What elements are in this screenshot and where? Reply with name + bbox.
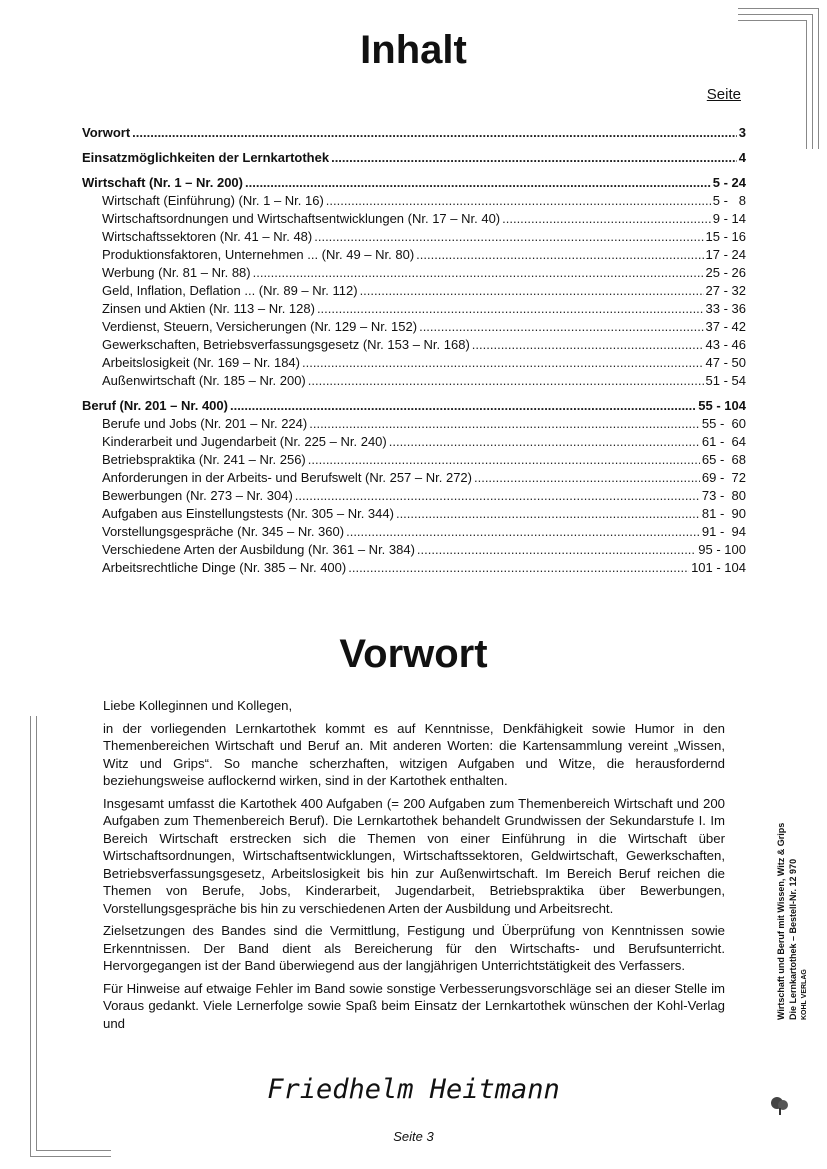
toc-leader-dots	[419, 318, 703, 336]
toc-label: Wirtschaftssektoren (Nr. 41 – Nr. 48)	[102, 229, 313, 244]
toc-leader-dots	[389, 433, 700, 451]
toc-label: Berufe und Jobs (Nr. 201 – Nr. 224)	[102, 416, 308, 431]
paragraph: Insgesamt umfasst die Kartothek 400 Aufgaben (= 200 Aufgaben zum Themenbereich Wirtschaft und 200 Aufgaben zum Themenbereich Beruf). Die Lernkartothek behandelt Grundwissen der Sekundarstufe I. Im Bereich Wirtschaft erstrecken sich die Themen von einer Einführung in die Wirtschaft über Wirtschaftsordnungen, Wirtschaftsentwicklungen, Wirtschaftssektoren, Geldwirtschaft, Gewerkschaften, Betriebsverfassungsgesetz, Arbeitslosigkeit bis hin zur Außenwirtschaft. Im Bereich Beruf reichen die Themen von Berufe, Jobs, Kinderarbeit, Jugendarbeit, Betriebspraktika über Bewerbungen, Vorstellungsgespräche bis hin zu verschiedenen Arten der Ausbildung und Arbeitsrecht.	[103, 795, 725, 916]
publisher-name: KOHL VERLAG	[801, 969, 808, 1020]
toc-page: 55 - 104	[698, 398, 746, 413]
paragraph: Liebe Kolleginnen und Kollegen,	[103, 698, 293, 713]
toc-entry-row	[82, 228, 746, 246]
toc-leader-dots	[295, 487, 700, 505]
toc-gap	[82, 167, 746, 174]
toc-leader-dots	[360, 282, 704, 300]
page-title-inhalt: Inhalt	[360, 28, 467, 72]
toc-gap	[82, 142, 746, 149]
publisher-logo-icon	[769, 1094, 791, 1116]
toc-page: 55 - 60	[701, 416, 746, 431]
toc-entry-row	[82, 541, 746, 559]
toc-label: Zinsen und Aktien (Nr. 113 – Nr. 128)	[102, 301, 315, 316]
toc-section-row	[82, 124, 746, 142]
signature: Friedhelm Heitmann	[267, 1074, 560, 1105]
toc-page: 69 - 72	[701, 470, 746, 485]
toc-label: Wirtschaft (Nr. 1 – Nr. 200)	[82, 175, 243, 190]
toc-label: Arbeitslosigkeit (Nr. 169 – Nr. 184)	[102, 355, 300, 370]
toc-entry-row	[82, 523, 746, 541]
toc-page: 5 - 24	[712, 175, 746, 190]
toc-page: 9 - 14	[712, 211, 746, 226]
toc-label: Vorwort	[82, 125, 131, 140]
toc-leader-dots	[396, 505, 700, 523]
toc-entry-row	[82, 264, 746, 282]
toc-leader-dots	[331, 149, 737, 167]
toc-leader-dots	[253, 264, 704, 282]
toc-label: Kinderarbeit und Jugendarbeit (Nr. 225 – Nr. 240)	[102, 434, 387, 449]
toc-entry-row	[82, 415, 746, 433]
toc-label: Wirtschaftsordnungen und Wirtschaftsentwicklungen (Nr. 17 – Nr. 40)	[102, 211, 501, 226]
toc-entry-row	[82, 505, 746, 523]
toc-leader-dots	[302, 354, 704, 372]
toc-page: 33 - 36	[705, 301, 746, 316]
toc-entry-row	[82, 451, 746, 469]
toc-entry-row	[82, 354, 746, 372]
toc-entry-row	[82, 318, 746, 336]
page-number: Seite 3	[393, 1129, 434, 1144]
toc-entry-row	[82, 210, 746, 228]
toc-page: 47 - 50	[705, 355, 746, 370]
toc-leader-dots	[308, 372, 704, 390]
toc-leader-dots	[317, 300, 704, 318]
toc-label: Werbung (Nr. 81 – Nr. 88)	[102, 265, 251, 280]
toc-label: Anforderungen in der Arbeits- und Berufswelt (Nr. 257 – Nr. 272)	[102, 470, 472, 485]
side-imprint-line: Die Lernkartothek – Bestell-Nr. 12 970	[788, 858, 798, 1020]
toc-entry-row	[82, 282, 746, 300]
toc-leader-dots	[308, 451, 700, 469]
toc-label: Einsatzmöglichkeiten der Lernkartothek	[82, 150, 330, 165]
toc-entry-row	[82, 246, 746, 264]
toc-leader-dots	[417, 541, 696, 559]
toc-page: 17 - 24	[705, 247, 746, 262]
toc-leader-dots	[245, 174, 711, 192]
toc-section-row	[82, 397, 746, 415]
toc-entry-row	[82, 372, 746, 390]
toc-entry-row	[82, 192, 746, 210]
toc-label: Bewerbungen (Nr. 273 – Nr. 304)	[102, 488, 293, 503]
toc-label: Gewerkschaften, Betriebsverfassungsgesetz (Nr. 153 – Nr. 168)	[102, 337, 470, 352]
toc-page: 5 - 8	[712, 193, 746, 208]
paragraph: in der vorliegenden Lernkartothek kommt es auf Kenntnisse, Denkfähigkeit sowie Humor in den Themenbereichen Wirtschaft und Beruf an. Mit anderen Worten: die Kartensammlung vereint „Wissen, Witz und Grips“. So manche scherzhaften, witzigen Aufgaben und Witze, die herausfordernd beziehungsweise auflockernd wirken, sind in der Kartothek enthalten.	[103, 720, 725, 788]
toc-page: 65 - 68	[701, 452, 746, 467]
toc-page: 73 - 80	[701, 488, 746, 503]
toc-leader-dots	[326, 192, 711, 210]
seite-column-header: Seite	[706, 86, 741, 103]
toc-page: 95 - 100	[698, 542, 746, 557]
toc-section-row	[82, 174, 746, 192]
toc-page: 61 - 64	[701, 434, 746, 449]
toc-label: Vorstellungsgespräche (Nr. 345 – Nr. 360)	[102, 524, 345, 539]
toc-entry-row	[82, 559, 746, 577]
toc-entry-row	[82, 300, 746, 318]
toc-page: 25 - 26	[705, 265, 746, 280]
toc-label: Außenwirtschaft (Nr. 185 – Nr. 200)	[102, 373, 306, 388]
toc-page: 101 - 104	[691, 560, 746, 575]
toc-page: 3	[738, 125, 746, 140]
toc-label: Arbeitsrechtliche Dinge (Nr. 385 – Nr. 400)	[102, 560, 347, 575]
paragraph: Für Hinweise auf etwaige Fehler im Band sowie sonstige Verbesserungsvorschläge sei an dieser Stelle im Voraus gedankt. Viele Lernerfolge sowie Spaß beim Einsatz der Lernkartothek wünschen der Kohl-Verlag und	[103, 980, 725, 1031]
toc-label: Verdienst, Steuern, Versicherungen (Nr. 129 – Nr. 152)	[102, 319, 418, 334]
toc-leader-dots	[314, 228, 703, 246]
toc-label: Wirtschaft (Einführung) (Nr. 1 – Nr. 16)	[102, 193, 324, 208]
toc-leader-dots	[472, 336, 704, 354]
paragraph: Zielsetzungen des Bandes sind die Vermittlung, Festigung und Überprüfung von Kenntnissen sowie Erkenntnissen. Der Band dient als Bereicherung für den Wirtschafts- und Berufsunterricht. Hervorgegangen ist der Band überwiegend aus der langjährigen Unterrichtstätigkeit des Verfassers.	[103, 923, 725, 973]
toc-leader-dots	[346, 523, 700, 541]
toc-leader-dots	[416, 246, 703, 264]
toc-label: Betriebspraktika (Nr. 241 – Nr. 256)	[102, 452, 306, 467]
toc-leader-dots	[502, 210, 711, 228]
toc-entry-row	[82, 336, 746, 354]
toc-leader-dots	[474, 469, 700, 487]
toc-page: 27 - 32	[705, 283, 746, 298]
toc-entry-row	[82, 433, 746, 451]
toc-leader-dots	[348, 559, 689, 577]
toc-section-row	[82, 149, 746, 167]
side-imprint	[775, 823, 811, 1020]
toc-label: Geld, Inflation, Deflation ... (Nr. 89 – Nr. 112)	[102, 283, 358, 298]
toc-leader-dots	[132, 124, 737, 142]
toc-leader-dots	[230, 397, 696, 415]
toc-entry-row	[82, 469, 746, 487]
toc-page: 91 - 94	[701, 524, 746, 539]
toc-page: 4	[738, 150, 746, 165]
toc-page: 15 - 16	[705, 229, 746, 244]
toc-label: Aufgaben aus Einstellungstests (Nr. 305 – Nr. 344)	[102, 506, 394, 521]
toc-leader-dots	[309, 415, 700, 433]
side-imprint-line: Wirtschaft und Beruf mit Wissen, Witz & Grips	[776, 822, 786, 1020]
toc-gap	[82, 390, 746, 397]
toc-label: Verschiedene Arten der Ausbildung (Nr. 361 – Nr. 384)	[102, 542, 415, 557]
toc-label: Produktionsfaktoren, Unternehmen ... (Nr. 49 – Nr. 80)	[102, 247, 415, 262]
toc-page: 43 - 46	[705, 337, 746, 352]
toc-page: 51 - 54	[705, 373, 746, 388]
toc-entry-row	[82, 487, 746, 505]
vorwort-body	[103, 697, 725, 1037]
vorwort-title: Vorwort	[339, 632, 488, 676]
toc-page: 37 - 42	[705, 319, 746, 334]
table-of-contents	[82, 124, 746, 577]
toc-page: 81 - 90	[701, 506, 746, 521]
toc-label: Beruf (Nr. 201 – Nr. 400)	[82, 398, 228, 413]
